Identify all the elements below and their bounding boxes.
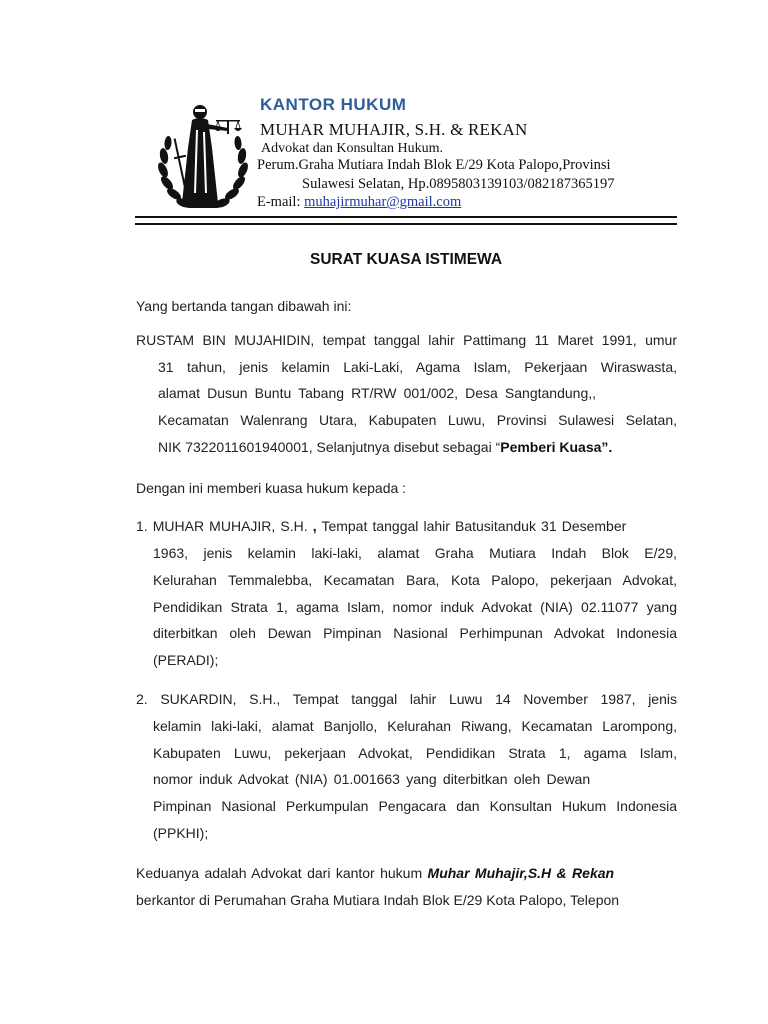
attorney1-comma: ,	[312, 518, 317, 534]
letterhead-rule-thick	[135, 216, 677, 218]
attorney2-line: Pimpinan Nasional Perkumpulan Pengacara dan Konsultan Hukum Indonesia	[153, 798, 677, 814]
grant-statement: Dengan ini memberi kuasa hukum kepada :	[136, 480, 407, 496]
grantor-role-label: Pemberi Kuasa”.	[500, 439, 613, 455]
attorney1-birth: Tempat tanggal lahir Batusitanduk 31 Desember	[316, 518, 627, 534]
firm-address-line1: Perum.Graha Mutiara Indah Blok E/29 Kota Palopo,Provinsi	[257, 157, 611, 173]
attorney1-line: (PERADI);	[153, 652, 219, 668]
office-name: KANTOR HUKUM	[260, 95, 407, 114]
grantor-line: RUSTAM BIN MUJAHIDIN, tempat tanggal lahir Pattimang 11 Maret 1991, umur	[136, 332, 677, 348]
attorney2-line: Kabupaten Luwu, pekerjaan Advokat, Pendidikan Strata 1, agama Islam,	[153, 745, 677, 761]
attorney2-line: 2. SUKARDIN, S.H., Tempat tanggal lahir Luwu 14 November 1987, jenis	[136, 691, 677, 707]
attorney1-line: diterbitkan oleh Dewan Pimpinan Nasional Perhimpunan Advokat Indonesia	[153, 625, 677, 641]
firm-address-line2: Sulawesi Selatan, Hp.0895803139103/082187365197	[302, 176, 615, 192]
attorney1-line: Pendidikan Strata 1, agama Islam, nomor induk Advokat (NIA) 02.11077 yang	[153, 599, 677, 615]
firm-name: MUHAR MUHAJIR, S.H. & REKAN	[260, 120, 528, 139]
closing-first-line	[136, 863, 677, 883]
grantor-line: alamat Dusun Buntu Tabang RT/RW 001/002, Desa Sangtandung,,	[158, 385, 597, 401]
attorney2-line: (PPKHI);	[153, 825, 209, 841]
lady-justice-laurel-icon	[150, 98, 256, 216]
attorney1-name: 1. MUHAR MUHAJIR, S.H.	[136, 518, 313, 534]
attorney2-line: nomor induk Advokat (NIA) 01.001663 yang diterbitkan oleh Dewan	[153, 771, 591, 787]
attorney1-line: 1963, jenis kelamin laki-laki, alamat Graha Mutiara Indah Blok E/29,	[153, 545, 677, 561]
email-label: E-mail:	[257, 194, 301, 210]
grantor-nik-text: NIK 7322011601940001, Selanjutnya disebut sebagai “	[158, 439, 501, 455]
grantor-nik-line	[158, 437, 612, 457]
intro-text: Yang bertanda tangan dibawah ini:	[136, 298, 352, 314]
grantor-line: 31 tahun, jenis kelamin Laki-Laki, Agama Islam, Pekerjaan Wiraswasta,	[158, 359, 677, 375]
grantor-line: Kecamatan Walenrang Utara, Kabupaten Luwu, Provinsi Sulawesi Selatan,	[158, 412, 677, 428]
closing-text: Keduanya adalah Advokat dari kantor hukum	[136, 865, 428, 881]
document-title: SURAT KUASA ISTIMEWA	[309, 251, 503, 268]
firm-subtitle: Advokat dan Konsultan Hukum.	[261, 141, 443, 156]
attorney1-line: Kelurahan Temmalebba, Kecamatan Bara, Kota Palopo, pekerjaan Advokat,	[153, 572, 677, 588]
email-link[interactable]: muhajirmuhar@gmail.com	[304, 194, 462, 210]
closing-line: berkantor di Perumahan Graha Mutiara Indah Blok E/29 Kota Palopo, Telepon	[136, 892, 620, 908]
attorney1-first-line	[136, 516, 677, 536]
firm-email-row	[257, 194, 461, 211]
letterhead-rule-thin	[135, 223, 677, 225]
attorney2-line: kelamin laki-laki, alamat Banjollo, Kelurahan Riwang, Kecamatan Larompong,	[153, 718, 677, 734]
closing-firm-name: Muhar Muhajir,S.H & Rekan	[427, 865, 615, 881]
